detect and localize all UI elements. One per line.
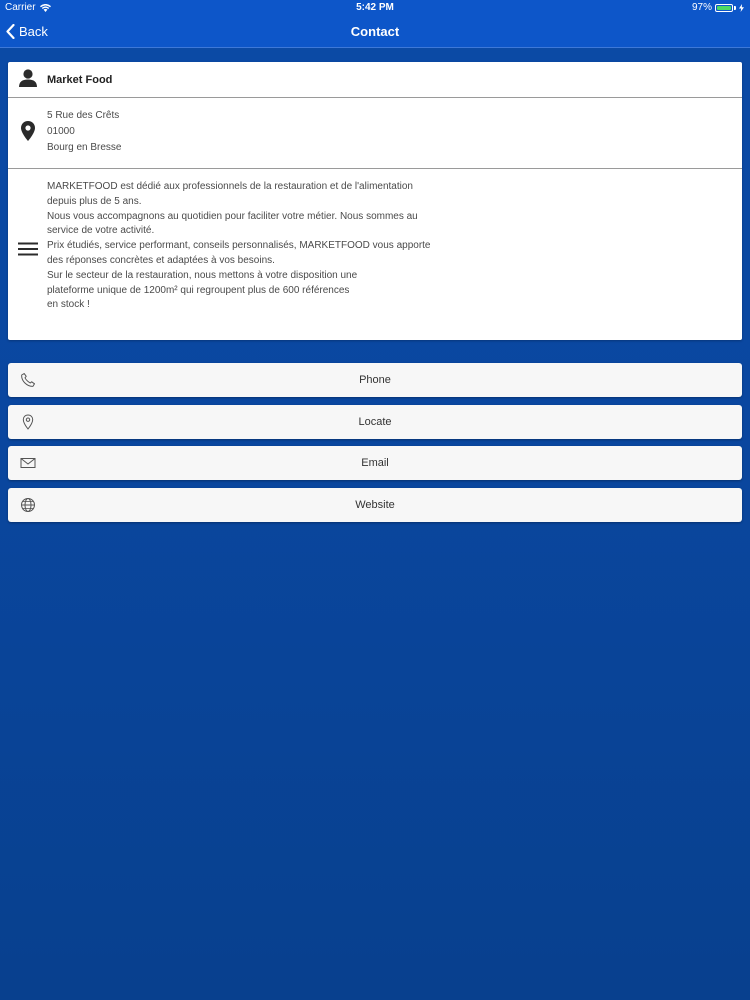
- contact-description-row: [8, 169, 742, 340]
- description-line: plateforme unique de 1200m² qui regroupent plus de 600 références: [47, 284, 350, 296]
- contact-description: [47, 180, 732, 313]
- address-postcode: 01000: [47, 126, 75, 137]
- description-line: Nous vous accompagnons au quotidien pour faciliter votre métier. Nous sommes au: [47, 210, 418, 222]
- page-title: Contact: [350, 24, 400, 39]
- status-bar: [0, 0, 750, 16]
- battery-tip: [734, 6, 736, 10]
- contact-name-row: [8, 62, 742, 98]
- charging-bolt-icon: [739, 4, 744, 12]
- locate-button-label: Locate: [358, 416, 392, 428]
- contact-name: Market Food: [47, 74, 113, 86]
- carrier-label: Carrier: [5, 2, 36, 13]
- description-line: en stock !: [47, 299, 90, 311]
- person-icon: [17, 69, 39, 87]
- map-marker-icon: [17, 121, 39, 141]
- locate-button[interactable]: [8, 405, 742, 439]
- clock: 5:42 PM: [356, 2, 394, 13]
- phone-button-label: Phone: [359, 374, 391, 386]
- description-line: depuis plus de 5 ans.: [47, 195, 142, 207]
- battery-icon: [715, 4, 733, 12]
- battery-group: [692, 0, 744, 16]
- description-line: MARKETFOOD est dédié aux professionnels de la restauration et de l'alimentation: [47, 181, 413, 192]
- address-city: Bourg en Bresse: [47, 142, 122, 153]
- email-button[interactable]: [8, 446, 742, 480]
- description-line: Sur le secteur de la restauration, nous mettons à votre disposition une: [47, 269, 358, 281]
- contact-address: [47, 108, 732, 156]
- website-button[interactable]: [8, 488, 742, 522]
- address-street: 5 Rue des Crêts: [47, 110, 120, 121]
- website-button-label: Website: [355, 499, 395, 511]
- navigation-bar: [0, 16, 750, 48]
- phone-button[interactable]: [8, 363, 742, 397]
- description-line: service de votre activité.: [47, 225, 155, 237]
- contact-card: [8, 62, 742, 340]
- description-line: Prix étudiés, service performant, conseils personnalisés, MARKETFOOD vous apporte: [47, 240, 431, 252]
- description-line: des réponses concrètes et adaptées à vos besoins.: [47, 254, 275, 266]
- back-label: Back: [19, 24, 48, 39]
- email-button-label: Email: [361, 457, 389, 469]
- menu-lines-icon: [17, 242, 39, 256]
- battery-percent: 97%: [691, 2, 712, 13]
- battery-level: [717, 6, 731, 10]
- contact-address-row: [8, 98, 742, 169]
